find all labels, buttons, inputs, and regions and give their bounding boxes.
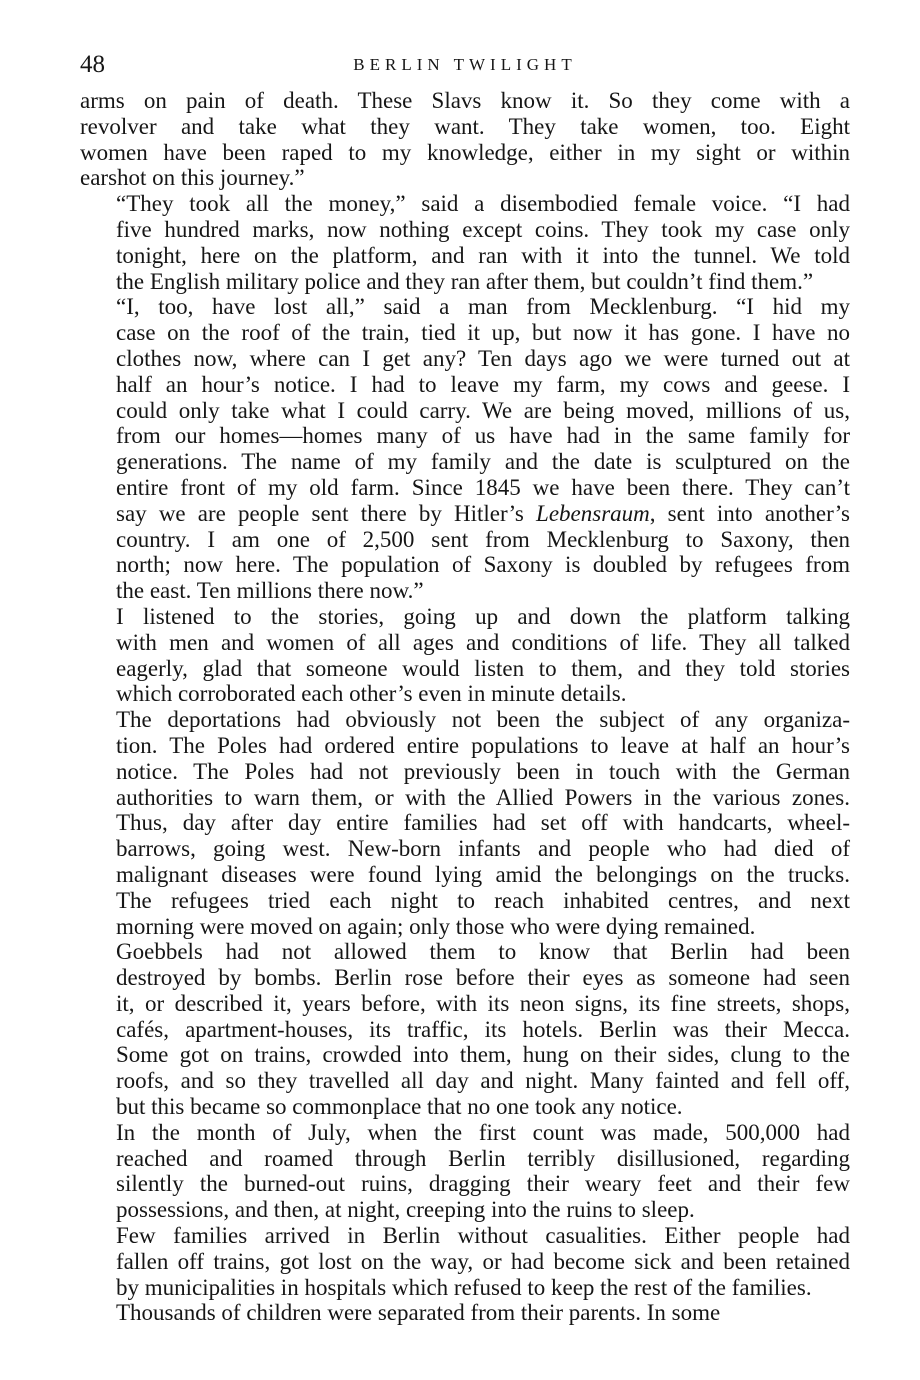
- text-line: reached and roamed through Berlin terribly disillusioned, regarding: [116, 1145, 850, 1171]
- text-line: silently the burned-out ruins, dragging their weary feet and their few: [116, 1171, 850, 1197]
- text-line: Goebbels had not allowed them to know that Berlin had been: [116, 939, 850, 965]
- paragraph: [80, 191, 850, 294]
- text-line: five hundred marks, now nothing except coins. They took my case only: [116, 216, 850, 242]
- paragraph: [80, 1300, 850, 1326]
- text-line: north; now here. The population of Saxony is doubled by refugees from: [116, 552, 850, 578]
- text-line: “I, too, have lost all,” said a man from Mecklenburg. “I hid my: [116, 294, 850, 320]
- text-line: “They took all the money,” said a disembodied female voice. “I had: [116, 191, 850, 217]
- text-line: say we are people sent there by Hitler’s Lebensraum, sent into another’s: [116, 500, 850, 526]
- paragraph: [80, 1120, 850, 1223]
- text-line: In the month of July, when the first count was made, 500,000 had: [116, 1119, 850, 1145]
- text-line: morning were moved on again; only those who were dying remained.: [116, 913, 756, 939]
- paragraph: [80, 939, 850, 1120]
- text-line: tonight, here on the platform, and ran with it into the tunnel. We told: [116, 242, 850, 268]
- text-line: Some got on trains, crowded into them, hung on their sides, clung to the: [116, 1042, 850, 1068]
- text-line: it, or described it, years before, with its neon signs, its fine streets, shops,: [116, 990, 850, 1016]
- text-line: Few families arrived in Berlin without casualities. Either people had: [116, 1223, 850, 1249]
- text-line: with men and women of all ages and conditions of life. They all talked: [116, 629, 850, 655]
- text-line: from our homes—homes many of us have had in the same family for: [116, 423, 850, 449]
- text-line: tion. The Poles had ordered entire populations to leave at half an hour’s: [116, 732, 850, 758]
- text-line: women have been raped to my knowledge, either in my sight or within: [80, 139, 850, 165]
- text-line: half an hour’s notice. I had to leave my farm, my cows and geese. I: [116, 371, 850, 397]
- text-line: by municipalities in hospitals which refused to keep the rest of the families.: [116, 1274, 812, 1300]
- running-header: [80, 48, 850, 82]
- text-line: earshot on this journey.”: [80, 165, 305, 191]
- text-line: clothes now, where can I get any? Ten days ago we were turned out at: [116, 345, 850, 371]
- text-line: malignant diseases were found lying amid the belongings on the trucks.: [116, 861, 850, 887]
- text-line: revolver and take what they want. They take women, too. Eight: [80, 113, 850, 139]
- page-number: 48: [80, 51, 105, 78]
- text-line: arms on pain of death. These Slavs know it. So they come with a: [80, 88, 850, 113]
- text-line: roofs, and so they travelled all day and night. Many fainted and fell off,: [116, 1068, 850, 1094]
- text-line: barrows, going west. New-born infants and people who had died of: [116, 836, 850, 862]
- text-line: I listened to the stories, going up and down the platform talking: [116, 603, 850, 629]
- text-line: authorities to warn them, or with the Allied Powers in the various zones.: [116, 784, 850, 810]
- paragraph: [80, 707, 850, 939]
- text-line: possessions, and then, at night, creeping into the ruins to sleep.: [116, 1197, 695, 1223]
- text-line: eagerly, glad that someone would listen to them, and they told stories: [116, 655, 850, 681]
- text-line: Thus, day after day entire families had set off with handcarts, wheel-: [116, 810, 850, 836]
- running-title: BERLIN TWILIGHT: [353, 55, 577, 74]
- text-line: notice. The Poles had not previously been in touch with the German: [116, 758, 850, 784]
- paragraph: [80, 294, 850, 604]
- text-line: fallen off trains, got lost on the way, or had become sick and been retained: [116, 1248, 850, 1274]
- text-line: case on the roof of the train, tied it up, but now it has gone. I have no: [116, 320, 850, 346]
- text-line: the east. Ten millions there now.”: [116, 578, 424, 604]
- paragraph: [80, 88, 850, 191]
- text-line: could only take what I could carry. We are being moved, millions of us,: [116, 397, 850, 423]
- text-line: the English military police and they ran after them, but couldn’t find them.”: [116, 268, 814, 294]
- paragraph: [80, 1223, 850, 1300]
- text-line: Thousands of children were separated from their parents. In some: [116, 1300, 721, 1326]
- body-text: [80, 88, 850, 1326]
- text-line: country. I am one of 2,500 sent from Mecklenburg to Saxony, then: [116, 526, 850, 552]
- text-line: cafés, apartment-houses, its traffic, its hotels. Berlin was their Mecca.: [116, 1016, 850, 1042]
- italic-term: Lebensraum: [536, 500, 650, 526]
- text-line: but this became so commonplace that no one took any notice.: [116, 1094, 683, 1120]
- text-line: which corroborated each other’s even in minute details.: [116, 681, 627, 707]
- text-line: The deportations had obviously not been the subject of any organiza-: [116, 707, 850, 733]
- paragraph: [80, 604, 850, 707]
- text-line: destroyed by bombs. Berlin rose before their eyes as someone had seen: [116, 965, 850, 991]
- text-line: The refugees tried each night to reach inhabited centres, and next: [116, 887, 850, 913]
- text-line: entire front of my old farm. Since 1845 we have been there. They can’t: [116, 474, 850, 500]
- text-line: generations. The name of my family and the date is sculptured on the: [116, 449, 850, 475]
